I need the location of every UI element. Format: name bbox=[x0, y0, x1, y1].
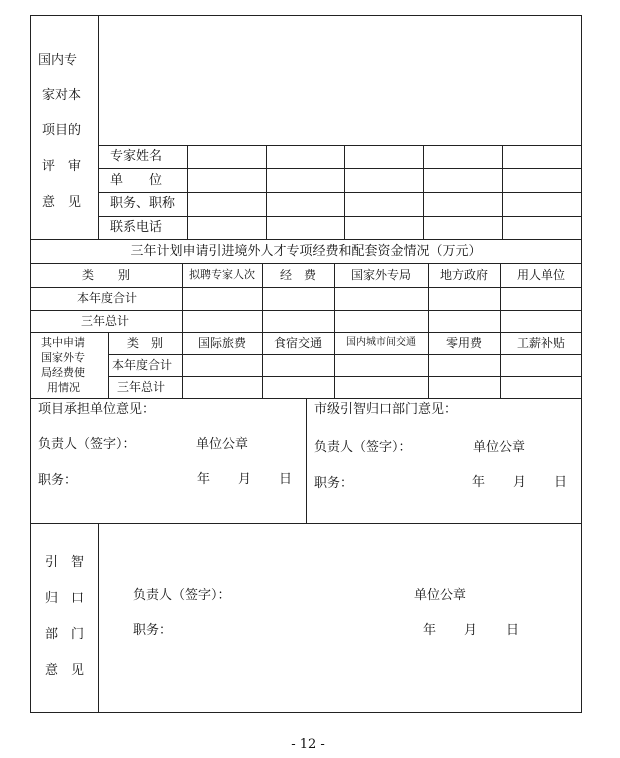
funding-sub-header-allowance: 零用费 bbox=[445, 336, 483, 350]
funding-sub-label-line: 用情况 bbox=[47, 381, 80, 394]
expert-unit-label: 单 位 bbox=[110, 173, 163, 188]
funding-sub-header-domestic-transport: 国内城市间交通 bbox=[346, 337, 416, 348]
city-seal-label: 单位公章 bbox=[473, 440, 526, 455]
funding-sub-label-line: 国家外专 bbox=[41, 351, 85, 364]
funding-sub-label-line: 局经费使 bbox=[41, 366, 85, 379]
intro-dept-signer-label: 负责人（签字）： bbox=[133, 588, 231, 603]
city-opinion-title: 市级引智归口部门意见： bbox=[314, 402, 458, 417]
intro-dept-label-line: 归 口 bbox=[45, 591, 85, 606]
page-number: - 12 - bbox=[291, 737, 325, 752]
funding-title: 三年计划申请引进境外人才专项经费和配套资金情况（万元） bbox=[130, 244, 482, 259]
expert-phone-label: 联系电话 bbox=[110, 220, 163, 235]
unit-seal-label: 单位公章 bbox=[196, 437, 249, 452]
unit-position-label: 职务： bbox=[38, 473, 78, 488]
intro-dept-seal-label: 单位公章 bbox=[414, 588, 467, 603]
unit-signer-label: 负责人（签字）： bbox=[38, 437, 136, 452]
expert-title-label: 职务、职称 bbox=[110, 196, 176, 211]
intro-dept-date-day: 日 bbox=[506, 623, 520, 638]
expert-opinion-area[interactable] bbox=[99, 16, 581, 145]
city-date-year: 年 bbox=[472, 475, 486, 490]
expert-label-line: 家对本 bbox=[42, 88, 82, 103]
intro-dept-label-line: 部 门 bbox=[45, 627, 85, 642]
expert-label-line: 评 审 bbox=[42, 159, 82, 174]
city-date-day: 日 bbox=[554, 475, 568, 490]
unit-date-month: 月 bbox=[238, 472, 252, 487]
intro-dept-date-month: 月 bbox=[464, 623, 478, 638]
intro-dept-label-line: 意 见 bbox=[45, 663, 85, 678]
unit-opinion-title: 项目承担单位意见： bbox=[38, 402, 156, 417]
funding-row-three-year: 三年总计 bbox=[81, 314, 130, 328]
intro-dept-label-line: 引 智 bbox=[45, 555, 85, 570]
intro-dept-date-year: 年 bbox=[423, 623, 437, 638]
funding-sub-header-intl-travel: 国际旅费 bbox=[197, 336, 247, 350]
city-signer-label: 负责人（签字）： bbox=[314, 440, 412, 455]
city-position-label: 职务： bbox=[314, 476, 354, 491]
funding-header-funds: 经 费 bbox=[279, 268, 317, 282]
funding-row-annual: 本年度合计 bbox=[77, 291, 138, 305]
funding-sub-header-lodging: 食宿交通 bbox=[273, 336, 323, 350]
expert-label-line: 项目的 bbox=[42, 123, 82, 138]
funding-sub-label-line: 其中申请 bbox=[41, 336, 85, 349]
unit-date-day: 日 bbox=[279, 472, 293, 487]
funding-header-experts: 拟聘专家人次 bbox=[189, 268, 255, 281]
funding-header-local-gov: 地方政府 bbox=[439, 268, 489, 282]
funding-sub-header-salary: 工薪补贴 bbox=[516, 336, 566, 350]
funding-sub-row-annual: 本年度合计 bbox=[112, 358, 173, 372]
unit-date-year: 年 bbox=[197, 472, 211, 487]
funding-header-employer: 用人单位 bbox=[516, 268, 566, 282]
city-date-month: 月 bbox=[513, 475, 527, 490]
expert-name-label: 专家姓名 bbox=[110, 149, 163, 164]
funding-sub-row-three-year: 三年总计 bbox=[117, 380, 166, 394]
funding-header-category: 类 别 bbox=[81, 268, 131, 282]
funding-header-bureau: 国家外专局 bbox=[350, 268, 412, 282]
intro-dept-position-label: 职务： bbox=[133, 623, 173, 638]
expert-label-line: 国内专 bbox=[38, 53, 78, 68]
expert-label-line: 意 见 bbox=[42, 195, 82, 210]
funding-sub-header-category: 类 别 bbox=[126, 336, 164, 350]
